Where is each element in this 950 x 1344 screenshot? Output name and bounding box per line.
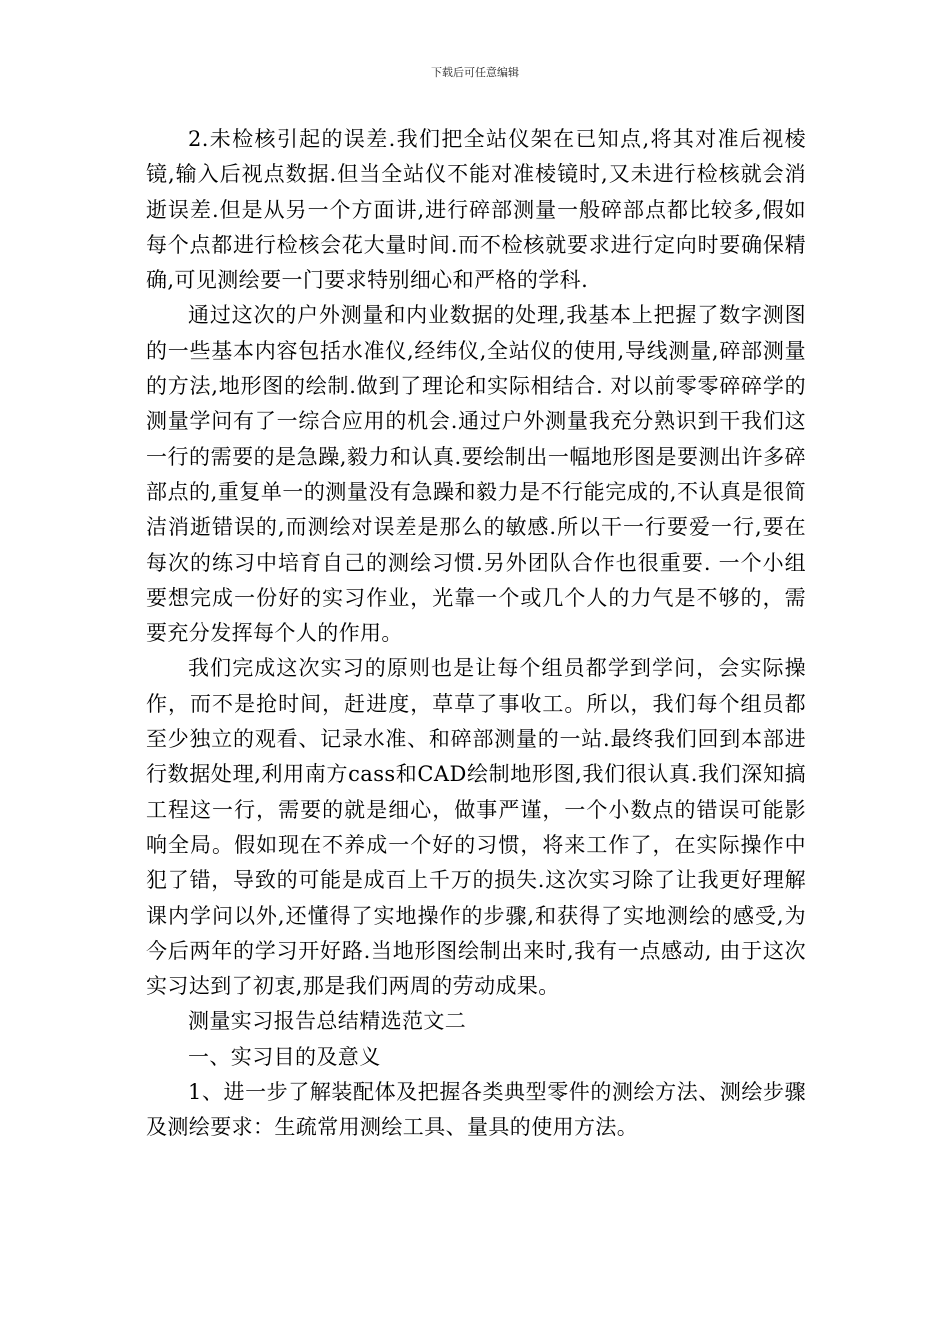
paragraph-principles: 我们完成这次实习的原则也是让每个组员都学到学问，会实际操作，而不是抢时间，赶进度，草草了事收工。所以，我们每个组员都至少独立的观看、记录水准、和碎部测量的一站.最终我们回到本部进行数据处理,利用南方cass和CAD绘制地形图,我们很认真.我们深知搞工程这一行，需要的就是细心，做事严谨，一个小数点的错误可能影响全局。假如现在不养成一个好的习惯，将来工作了，在实际操作中犯了错，导致的可能是成百上千万的损失.这次实习除了让我更好理解课内学问以外,还懂得了实地操作的步骤,和获得了实地测绘的感受,为今后两年的学习开好路.当地形图绘制出来时,我有一点感动, 由于这次实习达到了初衷,那是我们两周的劳动成果。: [146, 656, 806, 999]
section-heading-purpose: 一、实习目的及意义: [188, 1044, 381, 1069]
page-header: 下载后可任意编辑: [431, 66, 519, 79]
paragraph-error-check: 2.未检核引起的误差.我们把全站仪架在已知点,将其对准后视棱镜,输入后视点数据.但当全站仪不能对准棱镜时,又未进行检核就会消逝误差.但是从另一个方面讲,进行碎部测量一般碎部点都比较多,假如每个点都进行检核会花大量时间.而不检核就要求进行定向时要确保精确,可见测绘要一门要求特别细心和严格的学科.: [146, 127, 806, 293]
list-item-1: 1、进一步了解装配体及把握各类典型零件的测绘方法、测绘步骤及测绘要求：生疏常用测绘工具、量具的使用方法。: [146, 1080, 806, 1140]
paragraph-fieldwork-summary: 通过这次的户外测量和内业数据的处理,我基本上把握了数字测图的一些基本内容包括水准仪,经纬仪,全站仪的使用,导线测量,碎部测量的方法,地形图的绘制.做到了理论和实际相结合. 对以前零零碎碎学的测量学问有了一综合应用的机会.通过户外测量我充分熟识到干我们这一行的需要的是急躁,毅力和认真.要绘制出一幅地形图是要测出许多碎部点的,重复单一的测量没有急躁和毅力是不行能完成的,不认真是很简洁消逝错误的,而测绘对误差是那么的敏感.所以干一行要爱一行,要在每次的练习中培育自己的测绘习惯.另外团队合作也很重要. 一个小组要想完成一份好的实习作业，光靠一个或几个人的力气是不够的，需要充分发挥每个人的作用。: [146, 303, 806, 646]
document-body: [146, 122, 806, 1146]
section-title-sample-two: 测量实习报告总结精选范文二: [188, 1009, 467, 1034]
